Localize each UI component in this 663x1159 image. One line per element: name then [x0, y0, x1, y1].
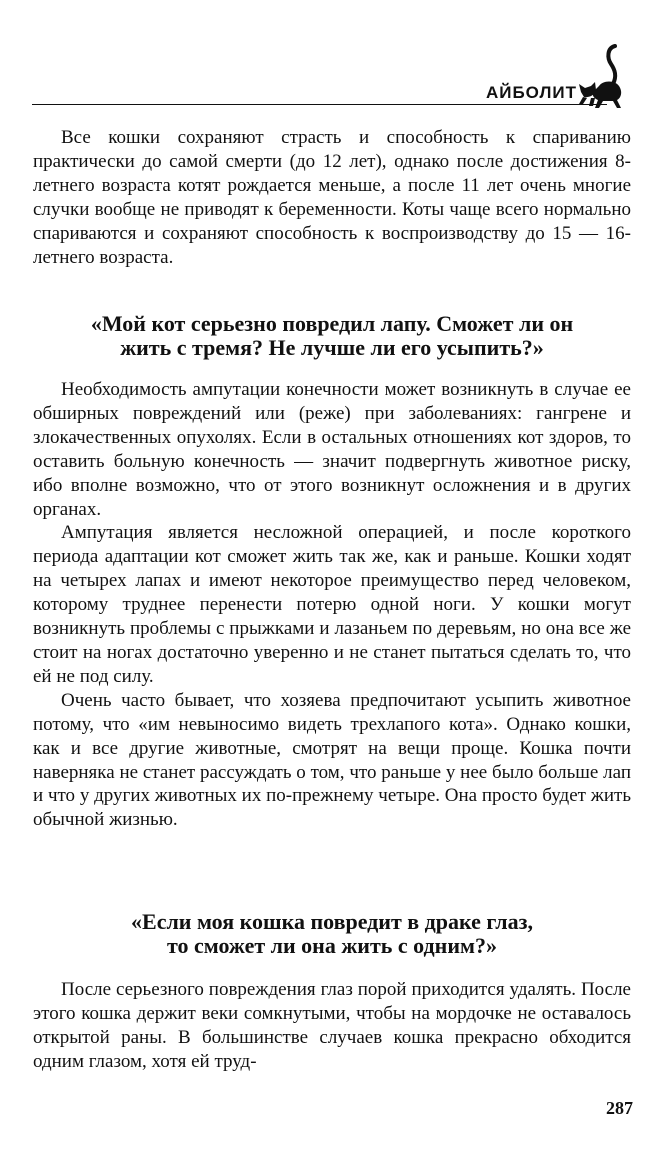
section1-heading-line: «Мой кот серьезно повредил лапу. Сможет ли он: [90, 311, 574, 336]
section1-heading: [33, 312, 631, 360]
intro-paragraph-block: [33, 126, 631, 269]
section1-body: [33, 378, 631, 832]
section1-paragraph: Необходимость ампутации конечности может возникнуть в случае ее обширных повреждений или (реже) при заболеваниях: гангрене и злокачественных опухолях. Если в остальных отношениях кот здоров, то оставить больную конечность — значит подвергнуть животное риску, ибо вполне возможно, что от этого возникнут осложнения и в других органах.: [33, 379, 631, 520]
section2-paragraph: После серьезного повреждения глаз порой приходится удалять. После этого кошка держит веки сомкнутыми, чтобы на мордочке не оставалось открытой раны. В большинстве случаев кошка прекрасно обходится одним глазом, хотя ей труд-: [33, 979, 631, 1072]
intro-paragraph: Все кошки сохраняют страсть и способность к спариванию практически до самой смерти (до 12 лет), однако после достижения 8-летнего возраста котят рождается меньше, а после 11 лет очень многие случки вообще не приводят к беременности. Коты чаще всего нормально спариваются и сохраняют способность к воспроизводству до 15 — 16-летнего возраста.: [33, 127, 631, 268]
section1-heading-line: жить с тремя? Не лучше ли его усыпить?»: [120, 335, 544, 360]
running-head: [32, 40, 637, 110]
section1-paragraph: Очень часто бывает, что хозяева предпочитают усыпить животное потому, что «им невыносимо видеть трехлапого кота». Однако кошки, как и все другие животные, смотрят на вещи проще. Кошка почти наверняка не станет рассуждать о том, что раньше у нее было больше лап и что у других животных их по-прежнему четыре. Она просто будет жить обычной жизнью.: [33, 689, 631, 831]
section2-heading-line: то сможет ли она жить с одним?»: [166, 933, 498, 958]
cat-silhouette-icon: [577, 40, 637, 110]
section1-paragraph: Ампутация является несложной операцией, и после короткого периода адаптации кот сможет жить так же, как и раньше. Кошки ходят на четырех лапах и имеют некоторое преимущество перед человеком, которому труднее перенести потерю одной ноги. У кошки могут возникнуть проблемы с прыжками и лазаньем по деревьям, но она все же стоит на ногах достаточно уверенно и не станет пытаться сделать то, что ей не под силу.: [33, 522, 631, 687]
section2-heading-line: «Если моя кошка повредит в драке глаз,: [131, 909, 533, 934]
page-number: 287: [606, 1098, 633, 1118]
section2-heading: [33, 910, 631, 958]
header-rule: [32, 104, 607, 105]
section2-body: [33, 978, 631, 1074]
running-head-title: АЙБОЛИТ: [485, 83, 577, 102]
